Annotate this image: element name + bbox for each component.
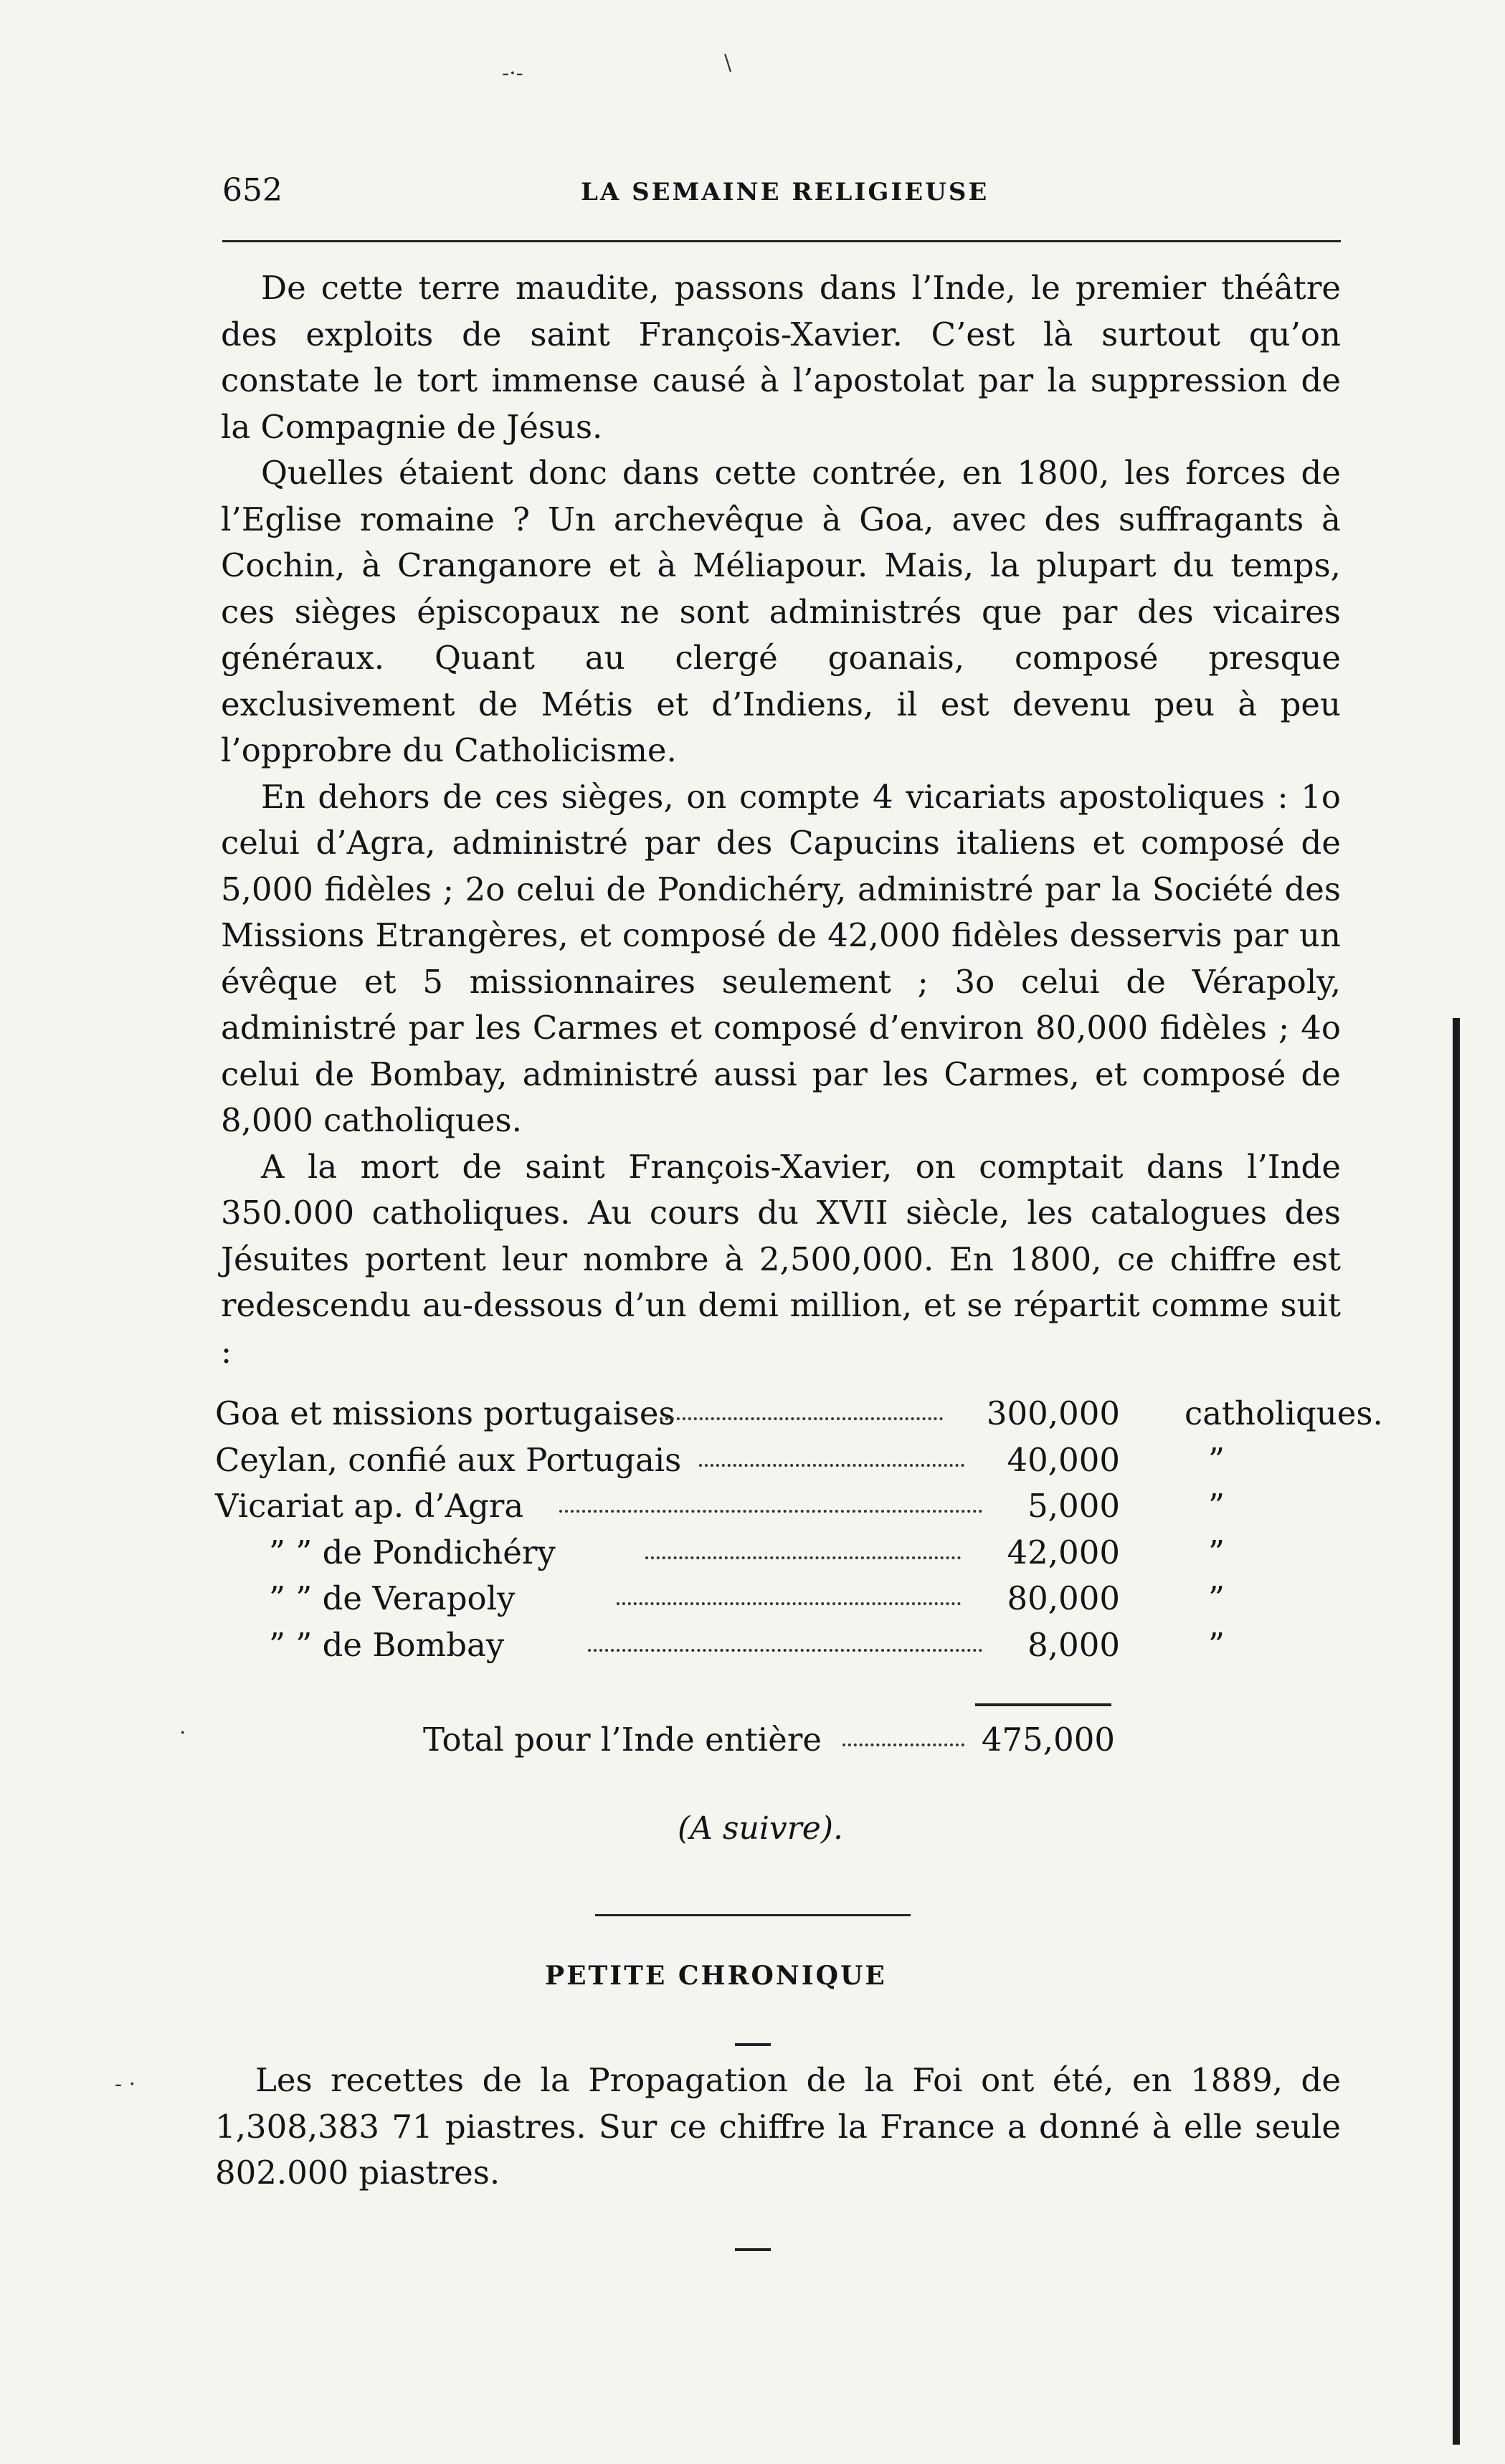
table-row xyxy=(215,1626,1362,1673)
row-unit: catholiques. xyxy=(1184,1394,1383,1432)
chronique-paragraph: Les recettes de la Propagation de la Foi ont été, en 1889, de 1,308,383 71 piastres. Sur ce chiffre la France a donné à elle seule 802.000 piastres. xyxy=(215,2061,1341,2192)
row-label: ” ” de Bombay xyxy=(269,1625,505,1664)
row-unit: ” xyxy=(1208,1533,1225,1571)
end-dash xyxy=(735,2248,771,2251)
scan-mark: - · xyxy=(115,2072,136,2097)
leader-dots xyxy=(645,1556,961,1559)
leader-dots xyxy=(660,1417,943,1420)
table-row xyxy=(215,1533,1362,1580)
title-dash xyxy=(735,2043,771,2046)
row-value: 5,000 xyxy=(1027,1487,1120,1525)
table-row xyxy=(215,1441,1362,1488)
row-label: ” ” de Verapoly xyxy=(269,1579,516,1617)
row-value: 300,000 xyxy=(986,1394,1120,1432)
row-label: ” ” de Pondichéry xyxy=(269,1533,556,1571)
row-value: 8,000 xyxy=(1027,1625,1120,1664)
page-number: 652 xyxy=(222,172,283,209)
row-unit: ” xyxy=(1208,1440,1225,1479)
scan-mark: -·- xyxy=(502,61,523,86)
table-row xyxy=(215,1579,1362,1626)
sum-rule xyxy=(975,1703,1111,1706)
page-header xyxy=(222,163,1341,209)
scan-mark: · xyxy=(179,1721,186,1746)
row-value: 40,000 xyxy=(1007,1440,1120,1479)
paragraph-statistiques: A la mort de saint François-Xavier, on comptait dans l’Inde 350.000 catholiques. Au cours du XVII siècle, les catalogues des Jésuites portent leur nombre à 2,500,000. En 1800, ce chiffre est redescendu au-dessous d’un demi million, et se répartit comme suit : xyxy=(221,1147,1341,1371)
row-unit: ” xyxy=(1208,1625,1225,1664)
row-label: Goa et missions portugaises xyxy=(215,1394,675,1432)
header-rule xyxy=(222,240,1341,242)
row-unit: ” xyxy=(1208,1579,1225,1617)
row-label: Vicariat ap. d’Agra xyxy=(215,1487,524,1525)
leader-dots xyxy=(617,1602,961,1605)
page-edge-shadow xyxy=(1453,1018,1460,2445)
chronique-body xyxy=(215,2058,1341,2197)
a-suivre: (A suivre). xyxy=(678,1810,843,1847)
total-label: Total pour l’Inde entière xyxy=(423,1721,822,1759)
section-separator xyxy=(595,1914,911,1916)
leader-dots xyxy=(559,1510,982,1513)
total-value: 475,000 xyxy=(981,1721,1115,1759)
running-title: LA SEMAINE RELIGIEUSE xyxy=(581,178,989,206)
table-row xyxy=(215,1394,1383,1441)
leader-dots xyxy=(842,1744,964,1746)
leader-dots xyxy=(699,1464,964,1467)
row-label: Ceylan, confié aux Portugais xyxy=(215,1440,682,1479)
leader-dots xyxy=(588,1649,982,1652)
chronique-title: PETITE CHRONIQUE xyxy=(545,1961,887,1991)
row-value: 80,000 xyxy=(1007,1579,1120,1617)
table-row xyxy=(215,1487,1362,1533)
paragraph-inde: De cette terre maudite, passons dans l’Inde, le premier théâtre des exploits de saint François-Xavier. C’est là surtout qu’on constate le tort immense causé à l’apostolat par la suppression de la Compagnie de Jésus. xyxy=(221,269,1341,446)
statistics-table xyxy=(215,1394,1383,1672)
article-body xyxy=(221,265,1341,1375)
row-value: 42,000 xyxy=(1007,1533,1120,1571)
paragraph-forces: Quelles étaient donc dans cette contrée, en 1800, les forces de l’Eglise romaine ? Un archevêque à Goa, avec des suffragants à Cochin, à Cranganore et à Méliapour. Mais, la plupart du temps, ces sièges épiscopaux ne sont administrés que par des vicaires généraux. Quant au clergé goanais, composé presque exclusivement de Métis et d’Indiens, il est devenu peu à peu l’opprobre du Catholicisme. xyxy=(221,454,1341,769)
total-row xyxy=(423,1721,1115,1766)
row-unit: ” xyxy=(1208,1487,1225,1525)
paragraph-vicariats: En dehors de ces sièges, on compte 4 vicariats apostoliques : 1o celui d’Agra, administré par des Capucins italiens et composé de 5,000 fidèles ; 2o celui de Pondichéry, administré par la Société des Missions Etrangères, et composé de 42,000 fidèles desservis par un évêque et 5 missionnaires seulement ; 3o celui de Vérapoly, administré par les Carmes et composé d’environ 80,000 fidèles ; 4o celui de Bombay, administré aussi par les Carmes, et composé de 8,000 catholiques. xyxy=(221,777,1341,1139)
scan-mark: \ xyxy=(724,50,732,75)
